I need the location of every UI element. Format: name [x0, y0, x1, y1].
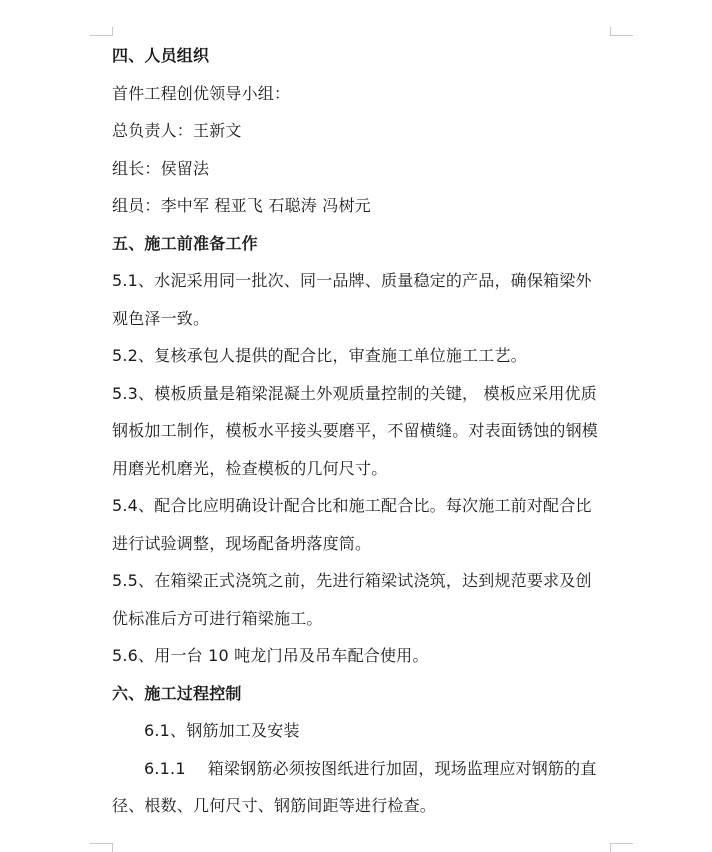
paragraph-5-4-line-2: 进行试验调整，现场配备坍落度筒。 [112, 533, 372, 553]
paragraph-5-6-line-1: 5.6、用一台 10 吨龙门吊及吊车配合使用。 [112, 646, 429, 665]
paragraph-5-1-line-2: 观色泽一致。 [112, 308, 210, 328]
paragraph-6-1-1-line-2: 径、根数、几何尺寸、钢筋间距等进行检查。 [112, 796, 437, 815]
paragraph-6-1-1-text: 箱梁钢筋必须按图纸进行加固，现场监理应对钢筋的直 [207, 758, 597, 778]
page-corner-top-left [90, 27, 113, 36]
paragraph-5-4-line-1: 5.4、配合比应明确设计配合比和施工配合比。每次施工前对配合比 [112, 496, 592, 515]
subsection-6-1: 6.1、钢筋加工及安装 [144, 721, 300, 740]
team-members: 组员：李中军 程亚飞 石聪涛 冯树元 [112, 196, 371, 215]
document-body [112, 37, 610, 825]
page-corner-top-right [610, 27, 633, 36]
group-intro: 首件工程创优领导小组： [112, 83, 291, 103]
paragraph-5-1-line-1: 5.1、水泥采用同一批次、同一品牌、质量稳定的产品，确保箱梁外 [112, 271, 592, 290]
paragraph-5-3-line-1: 5.3、模板质量是箱梁混凝土外观质量控制的关键， 模板应采用优质 [112, 383, 597, 403]
section-heading-6: 六、施工过程控制 [112, 683, 242, 703]
paragraph-5-3-line-3: 用磨光机磨光，检查模板的几何尺寸。 [112, 458, 388, 478]
paragraph-5-5-line-1: 5.5、在箱梁正式浇筑之前，先进行箱梁试浇筑，达到规范要求及创 [112, 571, 592, 590]
paragraph-6-1-1-line-1 [112, 750, 610, 788]
section-heading-4: 四、人员组织 [112, 46, 210, 65]
leader-in-charge: 总负责人：王新文 [112, 121, 242, 140]
section-heading-5: 五、施工前准备工作 [112, 233, 258, 253]
team-leader: 组长：侯留法 [112, 158, 210, 178]
paragraph-5-3-line-2: 钢板加工制作，模板水平接头要磨平，不留横缝。对表面锈蚀的钢模 [112, 421, 599, 440]
paragraph-5-5-line-2: 优标准后方可进行箱梁施工。 [112, 608, 323, 628]
paragraph-5-2-line-1: 5.2、复核承包人提供的配合比，审查施工单位施工工艺。 [112, 346, 527, 365]
paragraph-6-1-1-number: 6.1.1 [144, 758, 186, 778]
